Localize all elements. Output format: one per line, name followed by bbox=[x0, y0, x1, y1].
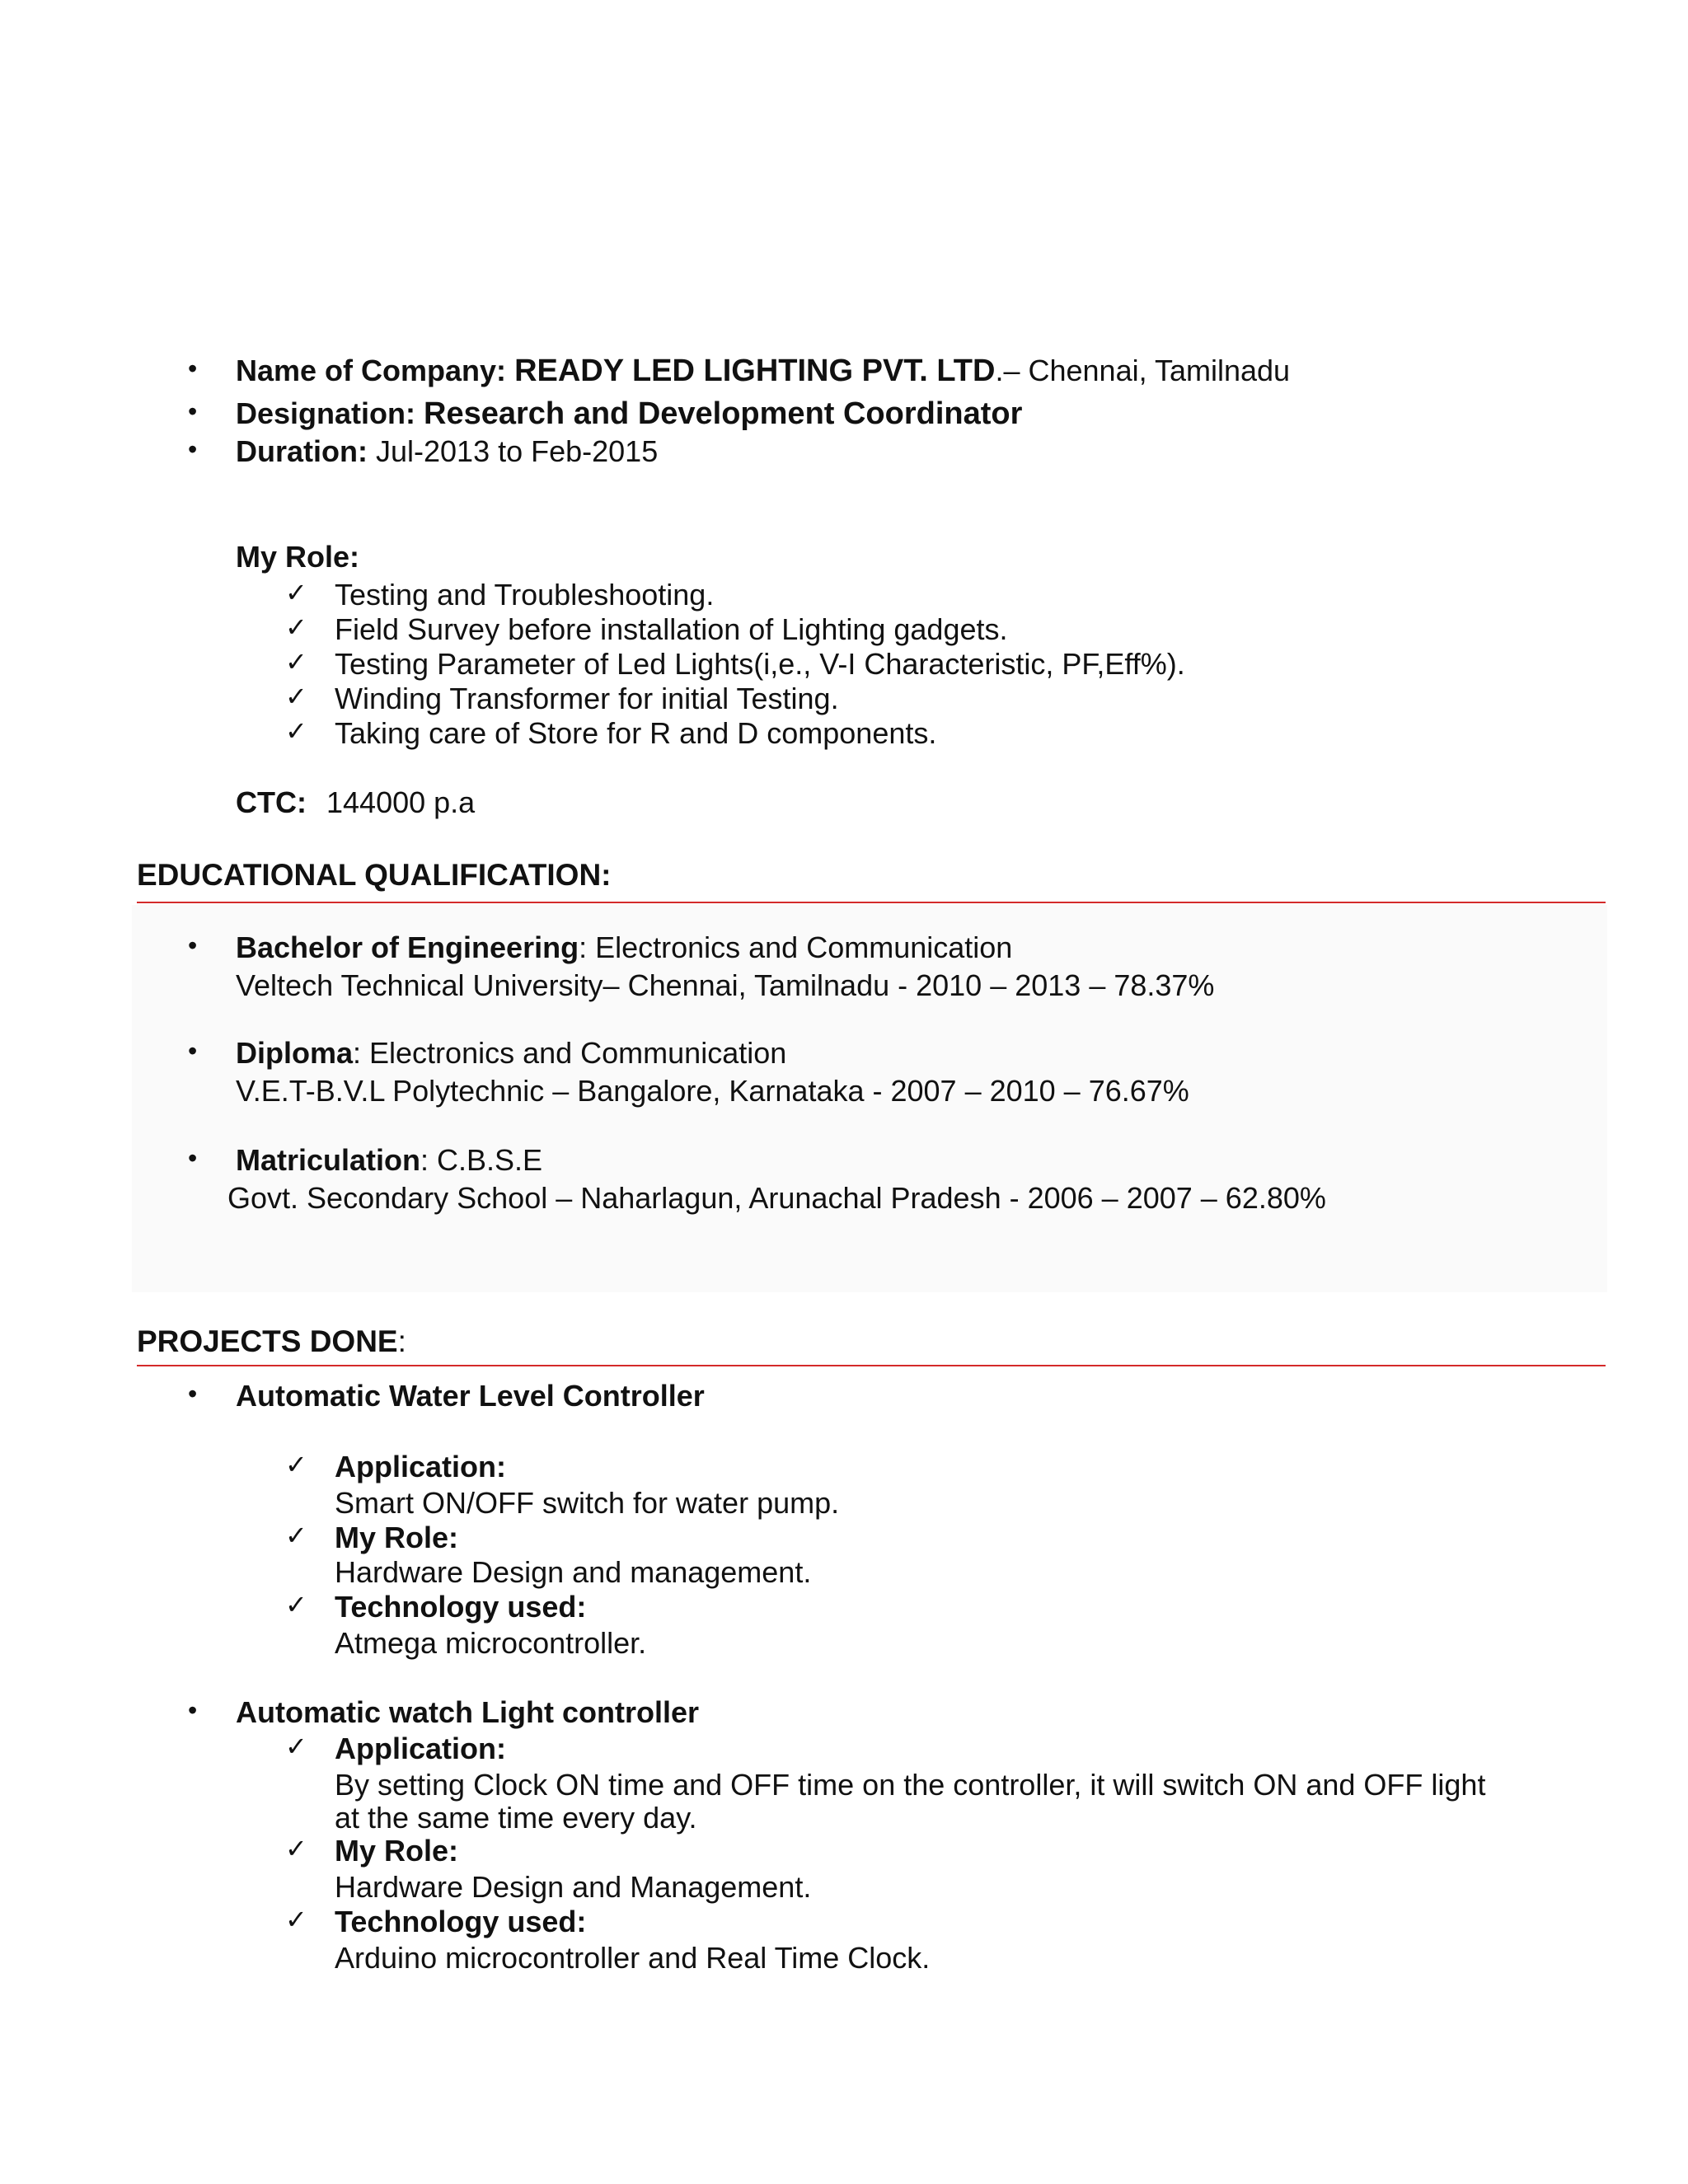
education-heading: EDUCATIONAL QUALIFICATION: bbox=[137, 858, 612, 892]
education-detail: Veltech Technical University– Chennai, Tamilnadu - 2010 – 2013 – 78.37% bbox=[236, 968, 1215, 1002]
role-text: Hardware Design and management. bbox=[335, 1555, 812, 1589]
role-text: Hardware Design and Management. bbox=[335, 1870, 812, 1904]
role-label: My Role: bbox=[335, 1834, 459, 1868]
bullet-icon: • bbox=[188, 434, 198, 464]
check-icon: ✓ bbox=[285, 612, 307, 643]
application-label: Application: bbox=[335, 1450, 506, 1483]
application-text: By setting Clock ON time and OFF time on the controller, it will switch ON and OFF light bbox=[335, 1768, 1486, 1802]
check-icon: ✓ bbox=[285, 577, 307, 608]
education-detail: V.E.T-B.V.L Polytechnic – Bangalore, Karnataka - 2007 – 2010 – 76.67% bbox=[236, 1074, 1189, 1108]
check-icon: ✓ bbox=[285, 1589, 307, 1620]
bullet-icon: • bbox=[188, 1036, 198, 1066]
bullet-icon: • bbox=[188, 1379, 198, 1408]
check-icon: ✓ bbox=[285, 1731, 307, 1762]
bullet-icon: • bbox=[188, 1695, 198, 1725]
application-text: at the same time every day. bbox=[335, 1801, 697, 1835]
check-icon: ✓ bbox=[285, 681, 307, 712]
application-text: Smart ON/OFF switch for water pump. bbox=[335, 1486, 840, 1520]
project-title: Automatic Water Level Controller bbox=[236, 1379, 705, 1413]
bullet-icon: • bbox=[188, 396, 198, 426]
company-label: Name of Company: bbox=[236, 354, 507, 387]
tech-text: Arduino microcontroller and Real Time Clock. bbox=[335, 1941, 931, 1975]
project-title: Automatic watch Light controller bbox=[236, 1695, 700, 1729]
tech-label: Technology used: bbox=[335, 1590, 587, 1624]
ctc-label: CTC: bbox=[236, 785, 307, 819]
company-name: READY LED LIGHTING PVT. LTD bbox=[514, 354, 996, 388]
my-role-label: My Role: bbox=[236, 540, 360, 574]
projects-heading: PROJECTS DONE: bbox=[137, 1324, 406, 1358]
bullet-icon: • bbox=[188, 930, 198, 960]
projects-divider bbox=[137, 1365, 1606, 1366]
role-label: My Role: bbox=[335, 1521, 459, 1554]
check-icon: ✓ bbox=[285, 715, 307, 747]
company-location: .– Chennai, Tamilnadu bbox=[995, 354, 1291, 387]
designation-label: Designation: bbox=[236, 396, 416, 430]
designation-value: Research and Development Coordinator bbox=[424, 396, 1023, 431]
duration-value: Jul-2013 to Feb-2015 bbox=[376, 434, 659, 468]
education-divider bbox=[137, 902, 1606, 903]
application-label: Application: bbox=[335, 1732, 506, 1765]
duration-label: Duration: bbox=[236, 434, 368, 468]
check-icon: ✓ bbox=[285, 1904, 307, 1935]
resume-page: • Name of Company: READY LED LIGHTING PVT. LTD.– Chennai, Tamilnadu • Designation: Research and Development Coordinator • Duration: Jul-2013 to Feb-2015 My Role: ✓ Testing and Troubleshooting. ✓ Field Survey before installation of Lighting gadgets. ✓ Testing Parameter of Led Lights(i,e., V-I Characteristic, PF,Eff%). ✓ Winding Transformer for initial Testing. ✓ Taking care of Store for R and D components. CTC: 144000 p.a EDUCATIONAL QUALIFICATION: • Bachelor of Engineering: Electronics and Communication Veltech Technical University– Chennai, Tamilnadu - 2010 – 2013 – 78.37% • Diploma: Electronics and Communication V.E.T-B.V.L Polytechnic – Bangalore, Karnataka - 2007 – 2010 – 76.67% • Matriculation: C.B.S.E Govt. Secondary School – Naharlagun, Arunachal Pradesh - 2006 – 2007 – 62.80% PROJECTS DONE: • Automatic Water Level Controller ✓ Application: Smart ON/OFF switch for water pump. ✓ My Role: Hardware Design and management. ✓ Technology used: Atmega microcontroller. • Automatic watch Light controller ✓ Application: By setting Clock ON time and OFF time on the controller, it will switch ON and OFF light at the same time every day. ✓ My Role: Hardware Design and Management. ✓ Technology used: Arduino microcontroller and Real Time Clock. bbox=[0, 0, 1688, 2184]
check-icon: ✓ bbox=[285, 1520, 307, 1551]
check-icon: ✓ bbox=[285, 646, 307, 677]
check-icon: ✓ bbox=[285, 1449, 307, 1480]
tech-text: Atmega microcontroller. bbox=[335, 1626, 647, 1660]
bullet-icon: • bbox=[188, 354, 198, 383]
tech-label: Technology used: bbox=[335, 1905, 587, 1938]
ctc-value: 144000 p.a bbox=[326, 785, 476, 819]
check-icon: ✓ bbox=[285, 1833, 307, 1864]
bullet-icon: • bbox=[188, 1143, 198, 1173]
education-detail: Govt. Secondary School – Naharlagun, Arunachal Pradesh - 2006 – 2007 – 62.80% bbox=[227, 1181, 1326, 1215]
